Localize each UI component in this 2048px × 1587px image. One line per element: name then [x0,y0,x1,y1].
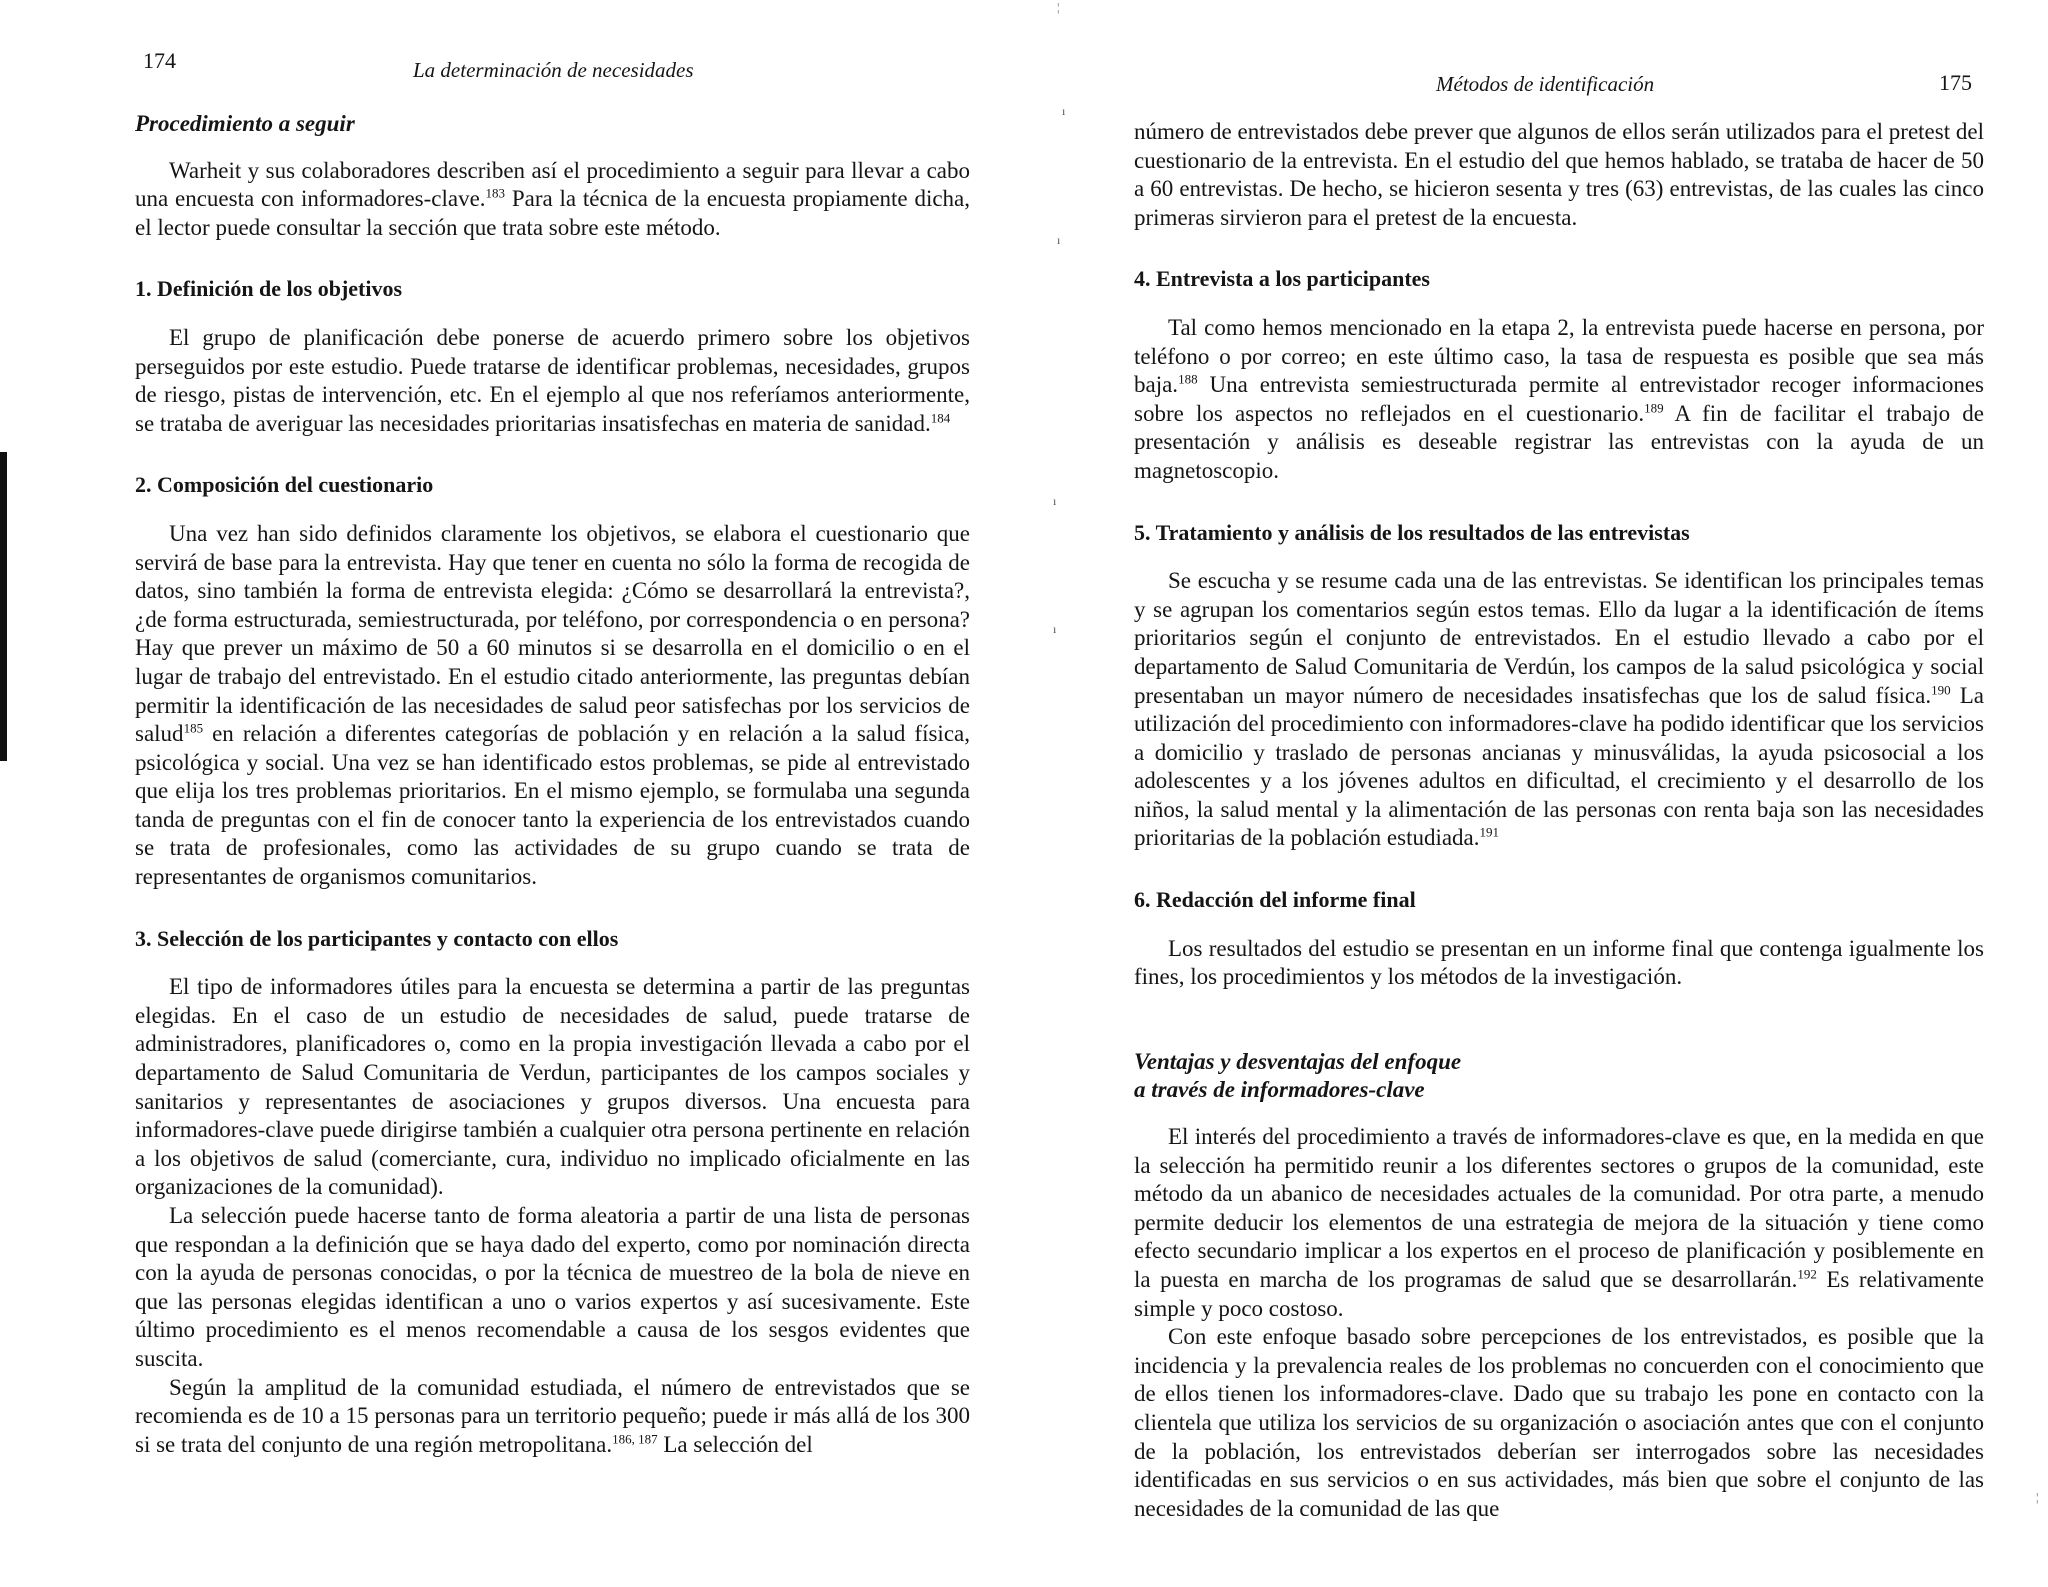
paragraph-tratamiento: Se escucha y se resume cada una de las entrevistas. Se identifican los principales temas y se agrupan los comentarios según estos temas. Ello da lugar a la identificación de ítems prioritarios según el conjunto de entrevistados. En el estudio llevado a cabo por el departamento de Salud Comunitaria de Verdún, los campos de la salud psicológica y social presentaban un mayor número de necesidades insatisfechas que los de salud física.$^{190}$ La utilización del procedimiento con informadores-clave ha podido identificar que los servicios a domicilio y traslado de personas ancianas y minusválidas, la ayuda psicosocial a los adolescentes y a los jóvenes adultos en dificultad, el crecimiento y el desarrollo de los niños, la salud mental y la alimentación de las personas con renta baja son las necesidades prioritarias de la población estudiada.$^{191}$ [1134,568,1984,851]
scan-speck: ı [1053,622,1057,636]
heading-entrevista: 4. Entrevista a los participantes [1134,266,1430,292]
footnote-ref: 190 [1931,681,1951,697]
scan-speck: ı [1057,233,1061,247]
footnote-ref: 184 [930,410,951,426]
footnote-ref: 183 [485,185,506,201]
paragraph-seleccion: La selección puede hacerse tanto de forma aleatoria a partir de una lista de personas que respondan a la definición que se haya dado del experto, como por nominación directa con la ayuda de personas conocidas, o por la técnica de muestreo de la bola de nieve en que las personas elegidas identifican a uno o varios expertos y así sucesivamente. Este último procedimiento es el menos recomendable a causa de los sesgos evidentes que suscita. [135,1203,970,1371]
footnote-ref: 191 [1479,824,1500,840]
footnote-ref: 186, 187 [612,1431,658,1447]
page-number-right: 175 [1939,70,1972,95]
scan-speck: ¦ [2036,1490,2039,1504]
footnote-ref: 192 [1797,1266,1817,1282]
intro-paragraph: Warheit y sus colaboradores describen así el procedimiento a seguir para llevar a cabo una encuesta con informadores-clave.$^{183}$ Para la técnica de la encuesta propiamente dicha, el lector puede consultar la sección que trata sobre este método. [135,157,970,240]
scan-speck: ¦ [1057,0,1060,14]
heading-definicion-objetivos: 1. Definición de los objetivos [135,276,403,302]
section-title: Procedimiento a seguir [135,111,355,136]
paragraph-enfoque: Con este enfoque basado sobre percepciones de los entrevistados, es posible que la incidencia y la prevalencia reales de los problemas no concuerden con el conocimiento que de ellos tienen los informadores-clave. Dado que su trabajo les pone en contacto con la clientela que utiliza los servicios de su organización o asociación antes que con el conjunto de la población, los entrevistados deberían ser interrogados sobre las necesidades identificadas en sus servicios o en sus actividades, más bien que sobre el conjunto de las necesidades de la comunidad de las que [1134,1324,1984,1521]
paragraph-amplitud: Según la amplitud de la comunidad estudiada, el número de entrevistados que se recomienda es de 10 a 15 personas para un territorio pequeño; puede ir más allá de los 300 si se trata del conjunto de una región metropolitana.$^{186, 187}$ La selección del [135,1374,970,1457]
page-number-left: 174 [143,48,176,73]
right-text-column [1134,118,1984,1523]
scan-speck: ı [1053,494,1057,508]
running-head-left: La determinación de necesidades [413,58,694,82]
footnote-ref: 185 [183,720,204,736]
paragraph-entrevista: Tal como hemos mencionado en la etapa 2, la entrevista puede hacerse en persona, por teléfono o por correo; en este último caso, la tasa de respuesta es posible que sea más baja.$^{188}$ Una entrevista semiestructurada permite al entrevistador recoger informaciones sobre los aspectos no reflejados en el cuestionario.$^{189}$ A fin de facilitar el trabajo de presentación y análisis es deseable registrar las entrevistas con la ayuda de un magnetoscopio. [1134,314,1984,483]
paragraph-continuation: número de entrevistados debe prever que algunos de ellos serán utilizados para el pretest del cuestionario de la entrevista. En el estudio del que hemos hablado, se trataba de hacer de 50 a 60 entrevistas. De hecho, se hicieron sesenta y tres (63) entrevistas, de las cuales las cinco primeras sirvieron para el pretest de la encuesta. [1134,119,1984,230]
paragraph-cuestionario: Una vez han sido definidos claramente los objetivos, se elabora el cuestionario que servirá de base para la entrevista. Hay que tener en cuenta no sólo la forma de recogida de datos, sino también la forma de entrevista elegida: ¿Cómo se desarrollará la entrevista?, ¿de forma estructurada, semiestructurada, por teléfono, por correspondencia o en persona? Hay que prever un máximo de 50 a 60 minutos si se desarrolla en el domicilio o en el lugar de trabajo del entrevistado. En el estudio citado anteriormente, las preguntas debían permitir la identificación de las necesidades de salud peor satisfechas por los servicios de salud$^{185}$ en relación a diferentes categorías de población y en relación a la salud física, psicológica y social. Una vez se han identificado estos problemas, se pide al entrevistado que elija los tres problemas prioritarios. En el mismo ejemplo, se formulaba una segunda tanda de preguntas con el fin de conocer tanto la experiencia de los entrevistados cuando se trata de profesionales, como las actividades de su grupo cuando se trata de representantes de organismos comunitarios. [135,520,970,890]
heading-tratamiento-analisis: 5. Tratamiento y análisis de los resultados de las entrevistas [1134,519,1690,545]
heading-composicion-cuestionario: 2. Composición del cuestionario [135,472,434,498]
running-head-right: Métodos de identificación [1436,72,1655,96]
paragraph-interes: El interés del procedimiento a través de informadores-clave es que, en la medida en que la selección ha permitido reunir a los diferentes sectores o grupos de la comunidad, este método da un abanico de necesidades actuales de la comunidad. Por otra parte, a menudo permite deducir los elementos de una estrategia de mejora de la situación y tiene como efecto secundario implicar a los expertos en el proceso de planificación y posiblemente en la puesta en marcha de los programas de salud que se desarrollarán.$^{192}$ Es relativamente simple y poco costoso. [1134,1124,1984,1321]
footnote-ref: 188 [1178,371,1198,387]
paragraph-informe: Los resultados del estudio se presentan en un informe final que contenga igualmente los fines, los procedimientos y los métodos de la investigación. [1134,935,1984,990]
section-title-ventajas: Ventajas y desventajas del enfoque a través de informadores-clave [1134,1048,1462,1103]
scan-speck: ı [1062,104,1066,118]
paragraph-objetivos: El grupo de planificación debe ponerse de acuerdo primero sobre los objetivos perseguidos por este estudio. Puede tratarse de identificar problemas, necesidades, grupos de riesgo, pistas de intervención, etc. En el ejemplo al que nos referíamos anteriormente, se trataba de averiguar las necesidades prioritarias insatisfechas en materia de sanidad.$^{184}$ [135,324,970,436]
paragraph-tipo-informadores: El tipo de informadores útiles para la encuesta se determina a partir de las preguntas elegidas. En el caso de un estudio de necesidades de salud, puede tratarse de administradores, planificadores o, como en la propia investigación llevada a cabo por el departamento de Salud Comunitaria de Verdun, participantes de los campos sociales y sanitarios y representantes de asociaciones y grupos diversos. Una encuesta para informadores-clave puede dirigirse también a cualquier otra persona pertinente en relación a los objetivos de salud (comerciante, cura, individuo no implicado oficialmente en las organizaciones de la comunidad). [135,974,970,1200]
footnote-ref: 189 [1644,400,1664,416]
heading-seleccion-participantes: 3. Selección de los participantes y contacto con ellos [135,925,619,951]
heading-redaccion-informe: 6. Redacción del informe final [1134,887,1416,913]
right-page [1024,0,2048,1587]
left-text-column [135,110,970,1459]
